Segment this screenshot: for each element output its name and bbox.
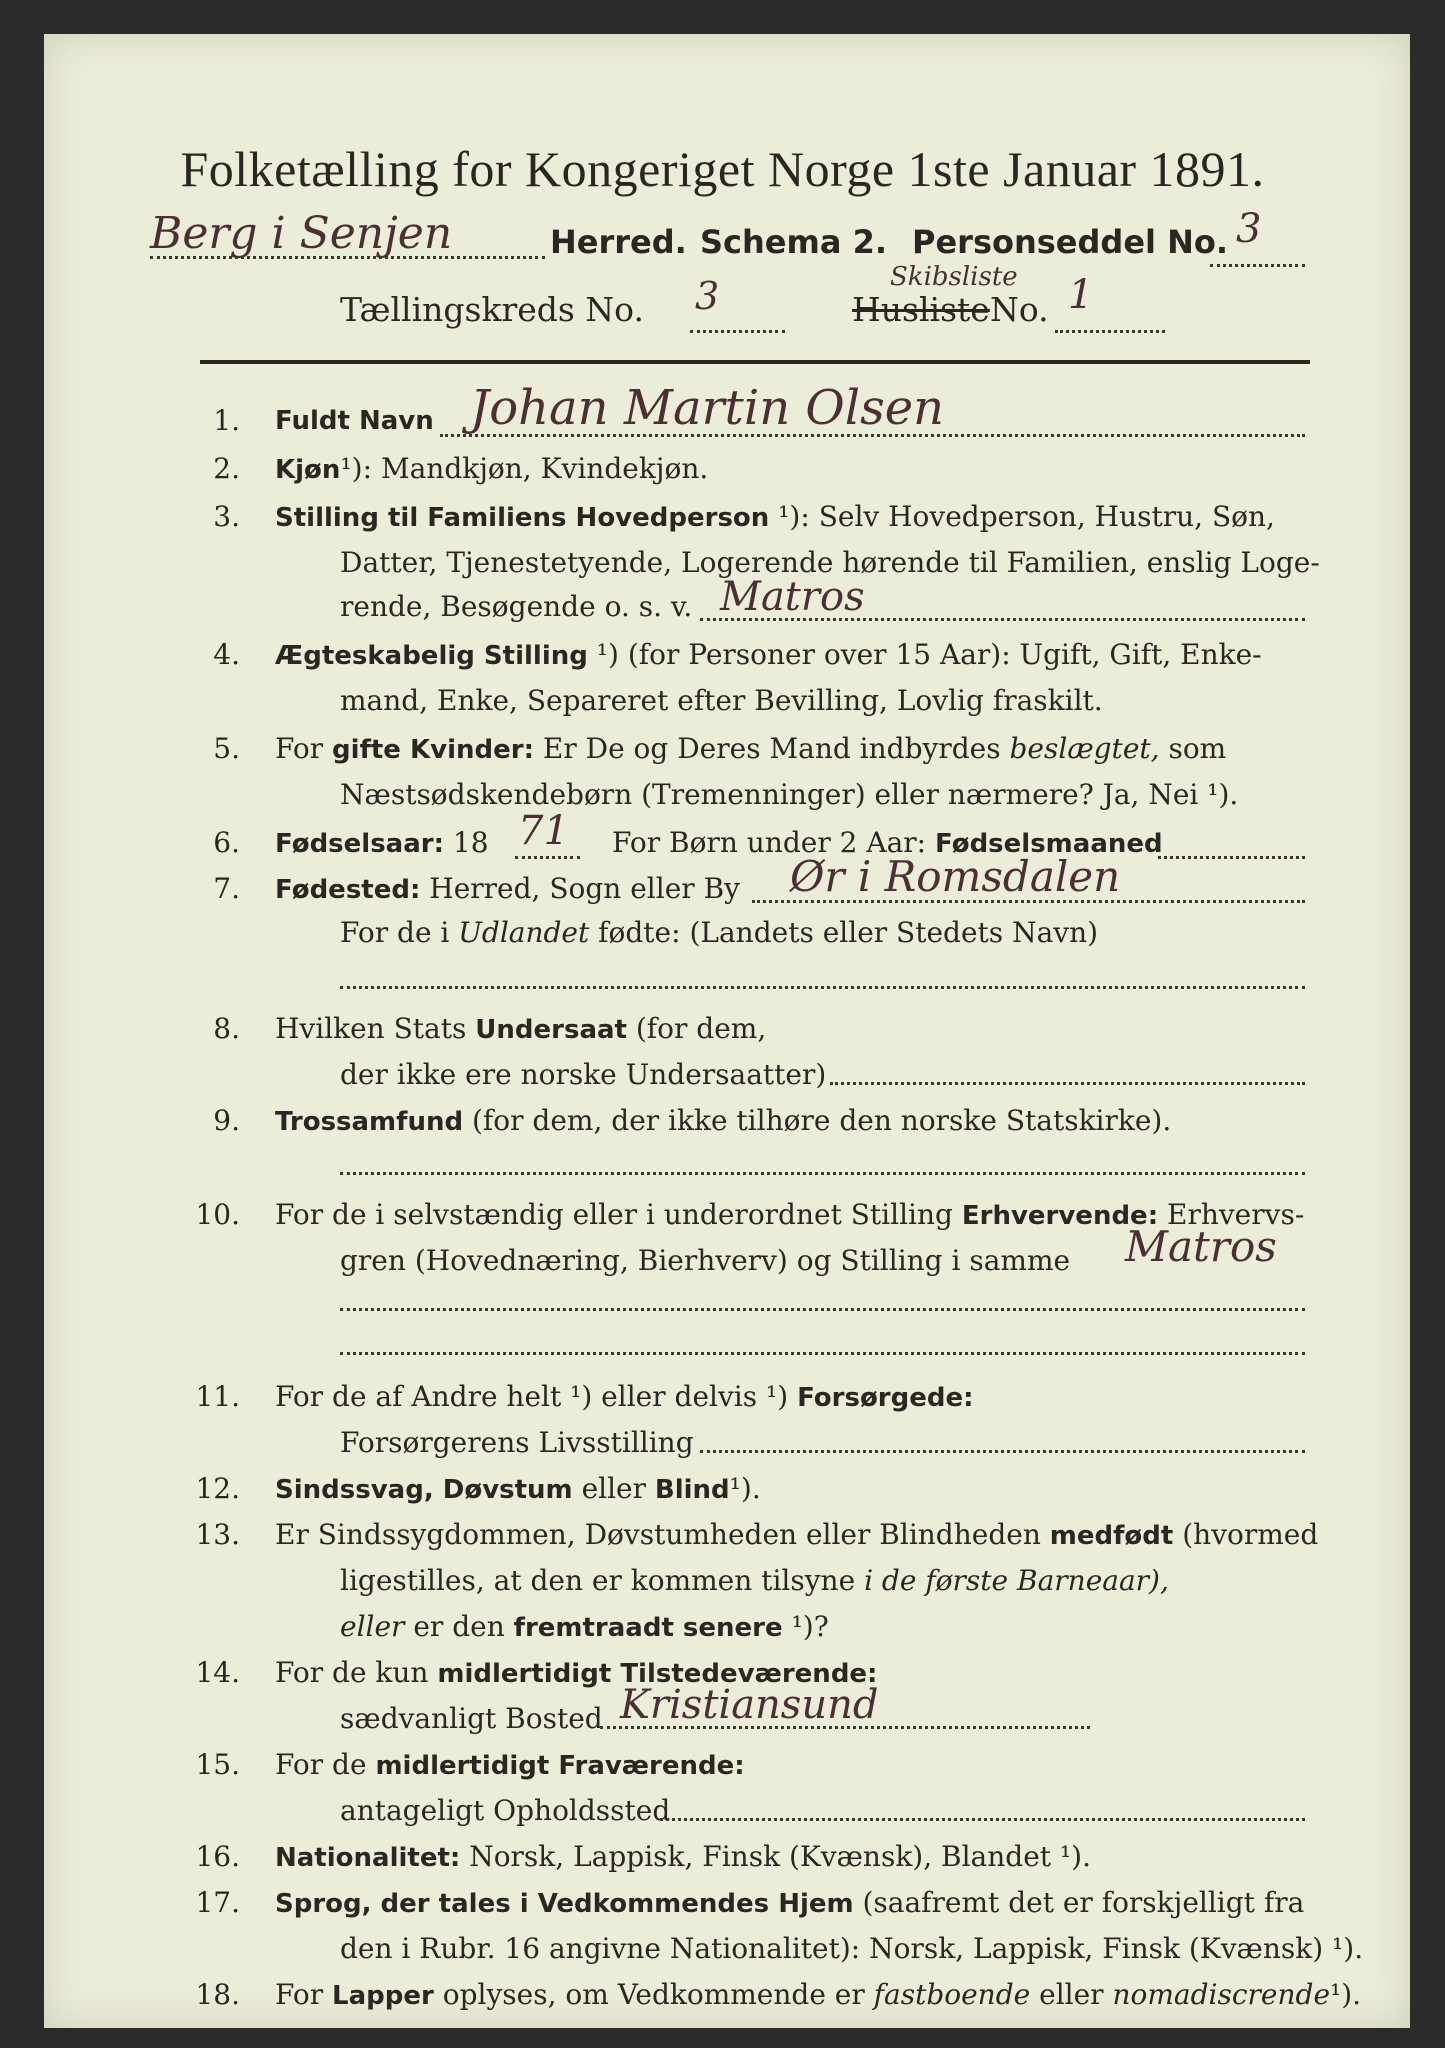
header-divider <box>200 360 1310 364</box>
item-4-number: 4. <box>213 638 240 671</box>
item-6-month-dotted-line <box>1158 856 1305 859</box>
item-7-number: 7. <box>213 872 240 905</box>
item-2-row: Kjøn¹): Mandkjøn, Kvindekjøn. <box>275 452 709 485</box>
item-10-dotted-line-1 <box>340 1308 1305 1311</box>
item-12-number: 12. <box>195 1472 240 1505</box>
item-9-row: Trossamfund (for dem, der ikke tilhøre den norske Statskirke). <box>275 1104 1172 1137</box>
item-5-line-2: Næstsødskendebørn (Tremenninger) eller nærmere? Ja, Nei ¹). <box>340 778 1239 811</box>
herred-label: Herred. <box>550 223 687 261</box>
item-17-number: 17. <box>195 1886 240 1919</box>
item-15-line-1: For de midlertidigt Fraværende: <box>275 1748 745 1781</box>
herred-handwritten: Berg i Senjen <box>150 208 453 259</box>
item-14-line-1: For de kun midlertidigt Tilstedeværende: <box>275 1656 878 1689</box>
item-7-line-2: For de i Udlandet fødte: (Landets eller Stedets Navn) <box>340 916 1099 949</box>
item-8-line-1: Hvilken Stats Undersaat (for dem, <box>275 1012 767 1045</box>
item-6-year-dotted-line <box>515 856 580 859</box>
item-18-number: 18. <box>195 1978 240 2011</box>
item-13-line-1: Er Sindssygdommen, Døvstumheden eller Blindheden medfødt (hvormed <box>275 1518 1319 1551</box>
personseddel-label: Personseddel No. <box>912 223 1229 261</box>
item-8-dotted-line <box>830 1082 1305 1085</box>
item-3-number: 3. <box>213 500 240 533</box>
item-1-number: 1. <box>213 404 240 437</box>
item-1-label: Fuldt Navn <box>275 406 434 436</box>
item-7-dotted-line <box>752 900 1305 903</box>
kreds-dotted-line <box>690 330 785 333</box>
full-name-handwritten: Johan Martin Olsen <box>470 380 945 436</box>
item-3-line-1: Stilling til Familiens Hovedperson ¹): Selv Hovedperson, Hustru, Søn, <box>275 500 1275 533</box>
item-2-number: 2. <box>213 452 240 485</box>
item-9-number: 9. <box>213 1104 240 1137</box>
personseddel-dotted-line <box>1210 264 1305 267</box>
item-8-number: 8. <box>213 1012 240 1045</box>
item-10-line-2: gren (Hovednæring, Bierhverv) og Stilling i samme <box>340 1244 1071 1277</box>
item-11-number: 11. <box>195 1380 240 1413</box>
huslist-handwritten: 1 <box>1068 272 1094 318</box>
item-3-line-3: rende, Besøgende o. s. v. <box>340 590 693 623</box>
item-14-line-2: sædvanligt Bosted <box>340 1702 603 1735</box>
birth-year-handwritten: 71 <box>518 808 569 854</box>
item-6-row: Fødselsaar: 18 <box>275 826 489 859</box>
item-4-line-2: mand, Enke, Separeret efter Bevilling, Lovlig fraskilt. <box>340 684 1103 717</box>
item-14-dotted-line <box>600 1726 1090 1729</box>
item-3-line-2: Datter, Tjenestetyende, Logerende hørende til Familien, enslig Loge- <box>340 546 1320 579</box>
item-10-dotted-line-2 <box>340 1352 1305 1355</box>
family-position-handwritten: Matros <box>720 574 865 620</box>
item-15-number: 15. <box>195 1748 240 1781</box>
huslist-correction-handwritten: Skibsliste <box>890 262 1018 292</box>
personseddel-handwritten: 3 <box>1236 206 1262 252</box>
item-3-dotted-line <box>700 618 1305 621</box>
item-8-line-2: der ikke ere norske Undersaatter) <box>340 1058 827 1091</box>
kreds-handwritten: 3 <box>695 274 720 318</box>
item-10-number: 10. <box>195 1198 240 1231</box>
occupation-handwritten: Matros <box>1125 1222 1277 1271</box>
item-10-line-1: For de i selvstændig eller i underordnet Stilling Erhvervende: Erhvervs- <box>275 1198 1305 1231</box>
kreds-label: Tællingskreds No. <box>340 290 644 329</box>
item-13-number: 13. <box>195 1518 240 1551</box>
item-6-number: 6. <box>213 826 240 859</box>
huslist-label-struck: Husliste <box>852 290 990 329</box>
item-11-line-1: For de af Andre helt ¹) eller delvis ¹) Forsørgede: <box>275 1380 974 1413</box>
item-11-dotted-line <box>700 1450 1305 1453</box>
item-15-dotted-line <box>660 1818 1305 1821</box>
item-6-under2: For Børn under 2 Aar: Fødselsmaaned <box>612 826 1163 859</box>
item-17-line-1: Sprog, der tales i Vedkommendes Hjem (saafremt det er forskjelligt fra <box>275 1886 1305 1919</box>
birthplace-handwritten: Ør i Romsdalen <box>790 852 1121 901</box>
item-5-line-1: For gifte Kvinder: Er De og Deres Mand indbyrdes beslægtet, som <box>275 732 1227 765</box>
item-14-number: 14. <box>195 1656 240 1689</box>
item-16-number: 16. <box>195 1840 240 1873</box>
huslist-no-label: No. <box>990 290 1049 329</box>
herred-dotted-line <box>150 256 545 259</box>
item-7-foreign-dotted-line <box>340 986 1305 989</box>
item-15-line-2: antageligt Opholdssted <box>340 1794 671 1827</box>
form-title: Folketælling for Kongeriget Norge 1ste Januar 1891. <box>180 141 1265 197</box>
item-4-line-1: Ægteskabelig Stilling ¹) (for Personer over 15 Aar): Ugift, Gift, Enke- <box>275 638 1262 671</box>
item-9-dotted-line <box>340 1172 1305 1175</box>
usual-residence-handwritten: Kristiansund <box>620 1682 879 1728</box>
item-13-line-3: eller er den fremtraadt senere ¹)? <box>340 1610 829 1643</box>
item-11-line-2: Forsørgerens Livsstilling <box>340 1426 694 1459</box>
item-18-row: For Lapper oplyses, om Vedkommende er fastboende eller nomadiscrende¹). <box>275 1978 1362 2011</box>
huslist-dotted-line <box>1055 330 1165 333</box>
item-16-row: Nationalitet: Norsk, Lappisk, Finsk (Kvænsk), Blandet ¹). <box>275 1840 1091 1873</box>
schema-label: Schema 2. <box>700 223 887 261</box>
item-7-line-1: Fødested: Herred, Sogn eller By <box>275 872 740 905</box>
item-17-line-2: den i Rubr. 16 angivne Nationalitet): Norsk, Lappisk, Finsk (Kvænsk) ¹). <box>340 1932 1364 1965</box>
item-12-row: Sindssvag, Døvstum eller Blind¹). <box>275 1472 761 1505</box>
item-5-number: 5. <box>213 732 240 765</box>
item-13-line-2: ligestilles, at den er kommen tilsyne i de første Barneaar), <box>340 1564 1169 1597</box>
item-1-dotted-line <box>440 434 1305 437</box>
